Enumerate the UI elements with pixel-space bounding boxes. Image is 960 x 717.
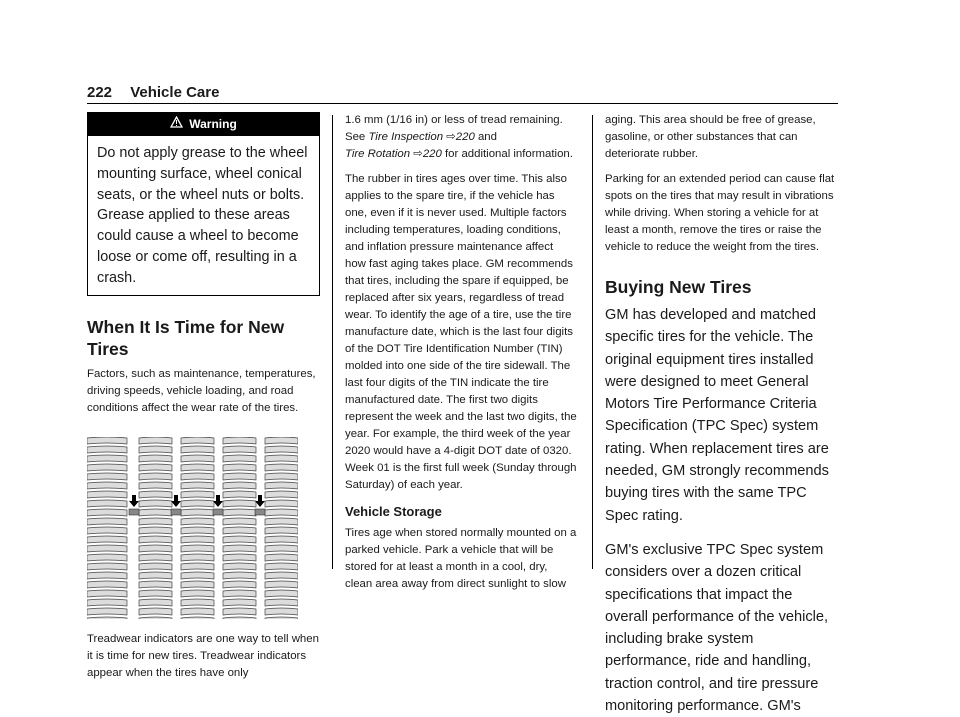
tread-block bbox=[181, 518, 214, 525]
tread-block bbox=[139, 473, 172, 480]
tread-block bbox=[139, 527, 172, 534]
tread-block bbox=[139, 572, 172, 579]
tread-block bbox=[87, 599, 127, 606]
tread-block bbox=[87, 608, 127, 615]
tread-block bbox=[223, 446, 256, 453]
tread-block bbox=[265, 590, 298, 597]
wear-bar bbox=[129, 509, 139, 515]
tread-block bbox=[181, 455, 214, 462]
tread-groove bbox=[173, 437, 179, 619]
wear-bar bbox=[213, 509, 223, 515]
column-left bbox=[87, 112, 319, 682]
tread-block bbox=[181, 446, 214, 453]
tread-block bbox=[223, 527, 256, 534]
page-ref-icon: ⇨ bbox=[413, 148, 423, 160]
header-rule bbox=[87, 103, 838, 104]
tread-block bbox=[223, 518, 256, 525]
down-arrow-icon bbox=[129, 495, 139, 507]
warning-title: Warning bbox=[189, 117, 237, 131]
tread-block bbox=[181, 545, 214, 552]
tread-block bbox=[181, 509, 214, 516]
tread-block bbox=[265, 554, 298, 561]
tread-block bbox=[181, 563, 214, 570]
tread-block bbox=[139, 482, 172, 489]
tread-block bbox=[223, 599, 256, 606]
tread-block bbox=[181, 527, 214, 534]
tread-groove bbox=[257, 437, 263, 619]
tread-block bbox=[181, 482, 214, 489]
tread-block bbox=[265, 536, 298, 543]
tread-block bbox=[181, 572, 214, 579]
link-tire-inspection[interactable]: Tire Inspection bbox=[368, 131, 444, 143]
tread-block bbox=[265, 527, 298, 534]
tread-block bbox=[265, 437, 298, 444]
tread-block bbox=[265, 608, 298, 615]
tread-block bbox=[139, 608, 172, 615]
tread-block bbox=[181, 437, 214, 444]
tread-block bbox=[223, 617, 256, 619]
tread-block bbox=[223, 608, 256, 615]
tread-block bbox=[265, 599, 298, 606]
tread-block bbox=[139, 464, 172, 471]
tread-block bbox=[139, 509, 172, 516]
tread-block bbox=[265, 455, 298, 462]
tread-block bbox=[87, 572, 127, 579]
tread-block bbox=[139, 446, 172, 453]
tread-block bbox=[139, 599, 172, 606]
tread-block bbox=[223, 563, 256, 570]
tread-block bbox=[181, 617, 214, 619]
tread-block bbox=[139, 545, 172, 552]
tread-block bbox=[223, 554, 256, 561]
heading-vehicle-storage: Vehicle Storage bbox=[345, 504, 442, 519]
tread-block bbox=[181, 608, 214, 615]
tread-block bbox=[87, 554, 127, 561]
tread-block bbox=[87, 590, 127, 597]
tread-block bbox=[265, 572, 298, 579]
tread-block bbox=[223, 437, 256, 444]
tread-block bbox=[87, 617, 127, 619]
tread-block bbox=[223, 464, 256, 471]
tread-block bbox=[223, 482, 256, 489]
down-arrow-icon bbox=[171, 495, 181, 507]
page-number: 222 bbox=[87, 84, 113, 101]
tread-block bbox=[223, 545, 256, 552]
page-header bbox=[87, 84, 219, 101]
tire-aging-paragraph: The rubber in tires ages over time. This also applies to the spare tire, if the vehicle has one, even if it is never used. Multiple factors including temperatures, loading conditions, and inflation pressure maintenance affect how fast aging takes place. GM recommends that tires, including the spare if equipped, be replaced after six years, regardless of tread wear. To identify the age of a tire, use the tire manufacture date, which is the last four digits of the DOT Tire Identification Number (TIN) molded into one side of the tire sidewall. The last four digits of the TIN indicate the tire manufactured date. The first two digits represent the week and the last two digits, the year. For example, the third week of the year 2020 would have a 4-digit DOT date of 0320. Week 01 is the first full week (Sunday through Saturday) of each year. bbox=[345, 173, 577, 491]
tread-block bbox=[265, 581, 298, 588]
tread-block bbox=[181, 500, 214, 507]
storage-paragraph-2: Parking for an extended period can cause flat spots on the tires that may result in vibrations while driving. When storing a vehicle for at least a month, remove the tires or raise the vehicle to reduce the weight from the tires. bbox=[605, 173, 835, 253]
down-arrow-icon bbox=[213, 495, 223, 507]
warning-header bbox=[88, 113, 319, 136]
tread-block bbox=[181, 464, 214, 471]
buying-paragraph-1: GM has developed and matched specific tires for the vehicle. The original equipment tires installed were designed to meet General Motors Tire Performance Criteria Specification (TPC Spec) system rating. When replacement tires are needed, GM strongly recommends buying tires with the same TPC Spec rating. bbox=[605, 307, 829, 524]
tread-block bbox=[265, 545, 298, 552]
page-ref-icon: ⇨ bbox=[446, 131, 456, 143]
tread-block bbox=[87, 491, 127, 498]
tread-block bbox=[139, 437, 172, 444]
heading-new-tires: When It Is Time for New Tires bbox=[87, 316, 285, 359]
tread-block bbox=[223, 500, 256, 507]
tread-groove bbox=[131, 437, 137, 619]
tread-remaining-paragraph: 1.6 mm (1/16 in) or less of tread remaining. See Tire Inspection ⇨220 and Tire Rotation ⇨220 for additional information. bbox=[345, 114, 573, 160]
tread-block bbox=[265, 473, 298, 480]
tread-block bbox=[223, 509, 256, 516]
tread-block bbox=[139, 518, 172, 525]
tread-block bbox=[139, 455, 172, 462]
tread-block bbox=[139, 500, 172, 507]
tread-block bbox=[223, 581, 256, 588]
warning-box bbox=[87, 112, 320, 296]
new-tires-intro: Factors, such as maintenance, temperatures, driving speeds, vehicle loading, and road conditions affect the wear rate of the tires. bbox=[87, 367, 316, 414]
warning-triangle-icon bbox=[170, 113, 183, 136]
tread-block bbox=[223, 491, 256, 498]
tread-block bbox=[87, 518, 127, 525]
tread-block bbox=[223, 590, 256, 597]
tread-block bbox=[181, 581, 214, 588]
tread-block bbox=[181, 554, 214, 561]
page-ref-220[interactable]: 220 bbox=[455, 131, 475, 143]
treadwear-indicator-illustration bbox=[87, 437, 298, 619]
tread-block bbox=[265, 464, 298, 471]
tread-block bbox=[87, 437, 127, 444]
tread-block bbox=[139, 590, 172, 597]
tread-block bbox=[139, 617, 172, 619]
heading-buying-new-tires: Buying New Tires bbox=[605, 277, 752, 297]
tread-block bbox=[181, 491, 214, 498]
tread-block bbox=[139, 491, 172, 498]
tread-block bbox=[87, 446, 127, 453]
storage-paragraph-1-continued: aging. This area should be free of grease, gasoline, or other substances that can deteriorate rubber. bbox=[605, 114, 816, 160]
column-middle bbox=[345, 112, 577, 593]
tread-block bbox=[265, 509, 298, 516]
tread-block bbox=[139, 554, 172, 561]
page-ref-220[interactable]: 220 bbox=[422, 148, 442, 160]
tread-block bbox=[87, 536, 127, 543]
tread-block bbox=[181, 590, 214, 597]
buying-paragraph-2: GM's exclusive TPC Spec system considers over a dozen critical specifications that impact the overall performance of the vehicle, including brake system performance, ride and handling, traction control, and tire pressure monitoring performance. GM's bbox=[605, 541, 829, 715]
section-title: Vehicle Care bbox=[130, 84, 220, 101]
tread-block bbox=[265, 563, 298, 570]
tread-block bbox=[87, 473, 127, 480]
wear-bar bbox=[171, 509, 181, 515]
tread-block bbox=[87, 482, 127, 489]
tread-block bbox=[181, 473, 214, 480]
tread-block bbox=[139, 581, 172, 588]
tread-block bbox=[223, 572, 256, 579]
tread-block bbox=[139, 536, 172, 543]
tread-block bbox=[139, 563, 172, 570]
tread-block bbox=[265, 491, 298, 498]
tread-block bbox=[87, 581, 127, 588]
link-tire-rotation[interactable]: Tire Rotation bbox=[345, 148, 411, 160]
tread-block bbox=[181, 599, 214, 606]
tread-block bbox=[265, 500, 298, 507]
column-divider bbox=[592, 115, 593, 569]
column-right bbox=[605, 112, 839, 717]
tread-block bbox=[223, 455, 256, 462]
warning-text: Do not apply grease to the wheel mounting surface, wheel conical seats, or the wheel nuts or bolts. Grease applied to these areas could cause a wheel to become loose or come off, resulting in a crash. bbox=[97, 145, 308, 286]
down-arrow-icon bbox=[255, 495, 265, 507]
storage-paragraph-1: Tires age when stored normally mounted on a parked vehicle. Park a vehicle that will be stored for at least a month in a cool, dry, clean area away from direct sunlight to slow bbox=[345, 527, 577, 590]
tread-block bbox=[87, 509, 127, 516]
column-divider bbox=[332, 115, 333, 569]
tread-block bbox=[265, 617, 298, 619]
tread-block bbox=[223, 473, 256, 480]
tread-block bbox=[87, 527, 127, 534]
tread-block bbox=[87, 464, 127, 471]
tread-block bbox=[223, 536, 256, 543]
tread-block bbox=[87, 455, 127, 462]
tread-block bbox=[87, 500, 127, 507]
tread-block bbox=[265, 482, 298, 489]
wear-bar bbox=[255, 509, 265, 515]
tread-block bbox=[265, 518, 298, 525]
tread-groove bbox=[215, 437, 221, 619]
treadwear-caption: Treadwear indicators are one way to tell when it is time for new tires. Treadwear indicators appear when the tires have only bbox=[87, 632, 319, 679]
tread-block bbox=[87, 563, 127, 570]
tread-block bbox=[265, 446, 298, 453]
tread-block bbox=[87, 545, 127, 552]
tread-block bbox=[181, 536, 214, 543]
